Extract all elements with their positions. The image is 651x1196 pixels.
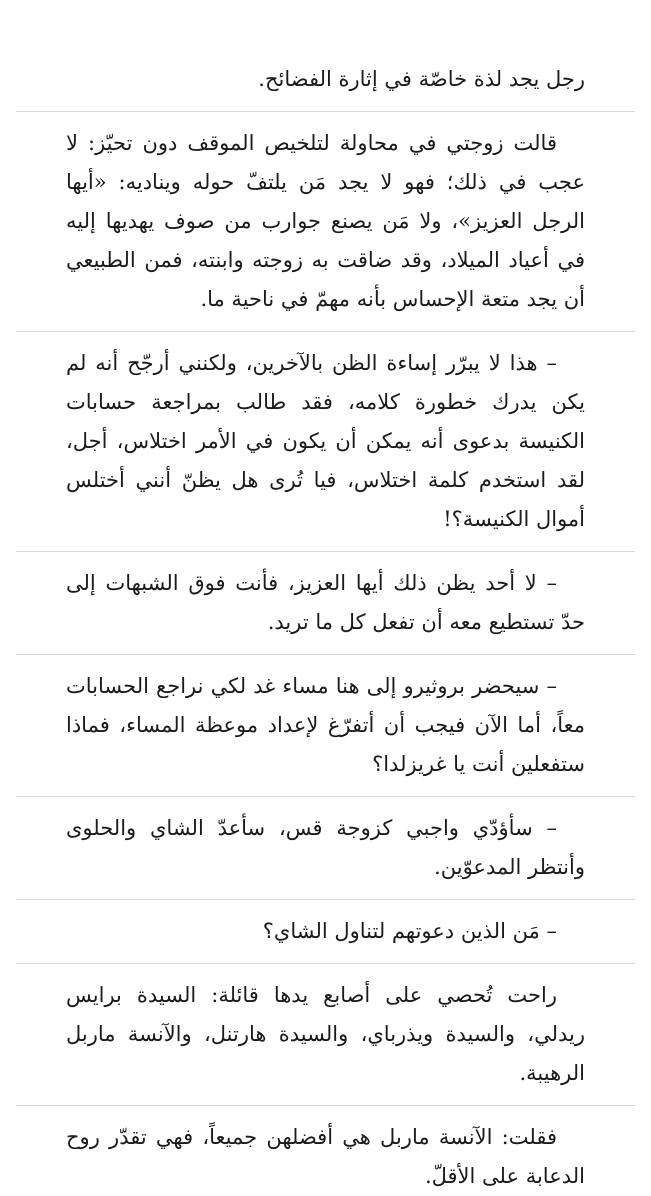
paragraph-9: فقلت: الآنسة ماربل هي أفضلهن جميعاً، فهي تقدّر روح الدعابة على الأقلّ. [66,1125,585,1188]
divider [16,331,635,332]
paragraph-6: – سأؤدّي واجبي كزوجة قس، سأعدّ الشاي والحلوى وأنتظر المدعوّين. [66,816,585,879]
divider [16,899,635,900]
divider [16,551,635,552]
paragraph-8: راحت تُحصي على أصابع يدها قائلة: السيدة برايس ريدلي، والسيدة ويذرباي، والسيدة هارتنل، والآنسة ماربل الرهيبة. [66,983,585,1085]
divider [16,963,635,964]
paragraph-1: رجل يجد لذة خاصّة في إثارة الفضائح. [258,67,585,91]
paragraph-3: – هذا لا يبرّر إساءة الظن بالآخرين، ولكنني أرجّح أنه لم يكن يدرك خطورة كلامه، فقد طالب بمراجعة حسابات الكنيسة بدعوى أنه يمكن أن يكون في الأمر اختلاس، أجل، لقد استخدم كلمة اختلاس، فيا تُرى هل يظنّ أنني أختلس أموال الكنيسة؟! [66,351,585,531]
divider [16,654,635,655]
paragraph-5: – سيحضر بروثيرو إلى هنا مساء غد لكي نراجع الحسابات معاً، أما الآن فيجب أن أتفرّغ لإعداد موعظة المساء، فماذا ستفعلين أنت يا غريزلدا؟ [66,674,585,776]
paragraph-7: – مَن الذين دعوتهم لتناول الشاي؟ [262,919,557,943]
paragraph-2: قالت زوجتي في محاولة لتلخيص الموقف دون تحيّز: لا عجب في ذلك؛ فهو لا يجد مَن يلتفّ حوله ويناديه: «أيها الرجل العزيز»، ولا مَن يصنع جوارب من صوف يهديها إليه في أعياد الميلاد، وقد ضاقت به زوجته وابنته، فمن الطبيعي أن يجد متعة الإحساس بأنه مهمّ في ناحية ما. [66,131,585,311]
divider [16,796,635,797]
paragraph-4: – لا أحد يظن ذلك أيها العزيز، فأنت فوق الشبهات إلى حدّ تستطيع معه أن تفعل كل ما تريد. [66,571,585,634]
divider [16,1105,635,1106]
divider [16,111,635,112]
